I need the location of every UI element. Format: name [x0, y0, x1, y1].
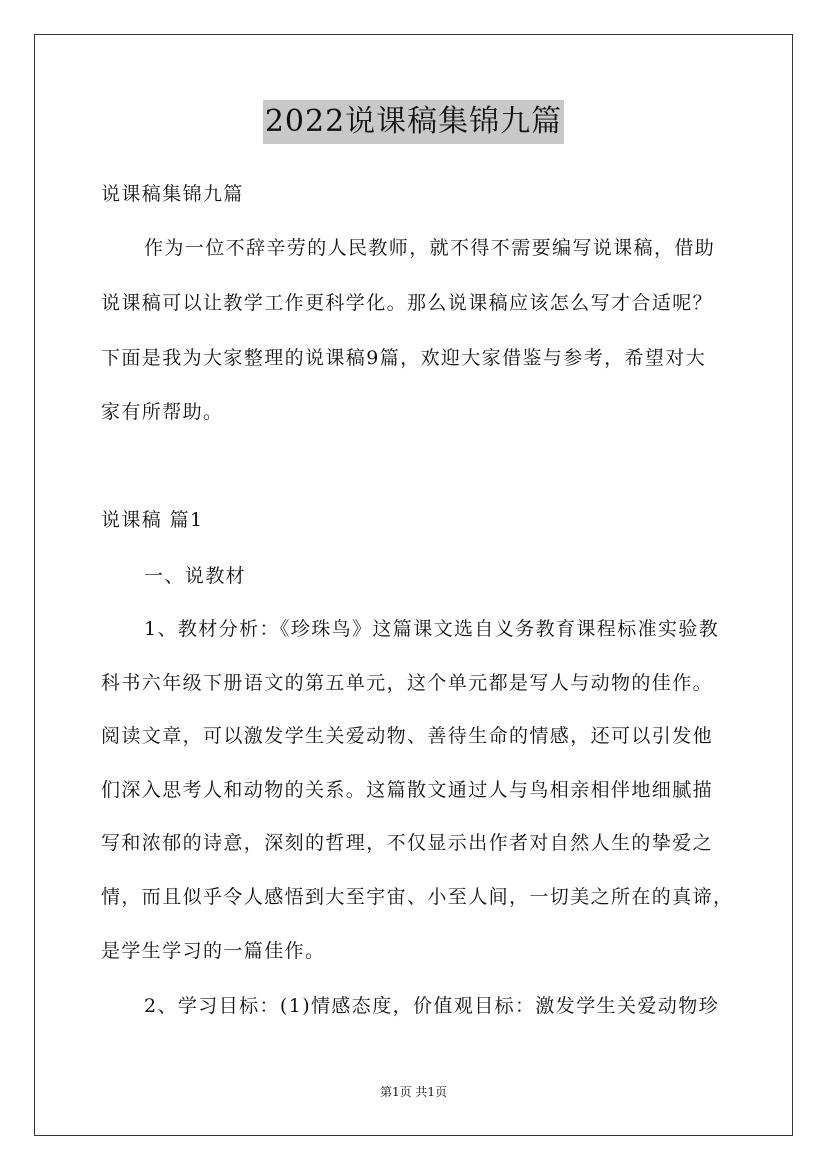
subheading: 一、说教材 [144, 565, 247, 587]
page-footer: 第1页 共1页 [379, 1085, 448, 1099]
body-line: 阅读文章，可以激发学生关爱动物、善待生命的情感，还可以引发他 [101, 725, 714, 747]
body-line: 是学生学习的一篇佳作。 [101, 940, 326, 962]
intro-line: 下面是我为大家整理的说课稿9篇，欢迎大家借鉴与参考，希望对大 [101, 347, 707, 369]
body-line: 们深入思考人和动物的关系。这篇散文通过人与鸟相亲相伴地细腻描 [101, 779, 714, 801]
body-line: 科书六年级下册语文的第五单元，这个单元都是写人与动物的佳作。 [101, 672, 714, 694]
document-title: 2022说课稿集锦九篇 [263, 100, 564, 144]
body-line: 2、学习目标：(1)情感态度，价值观目标：激发学生关爱动物珍 [144, 995, 720, 1017]
intro-line: 作为一位不辞辛劳的人民教师，就不得不需要编写说课稿，借助 [144, 237, 716, 259]
intro-line: 家有所帮助。 [101, 401, 224, 423]
section-heading: 说课稿 篇1 [101, 509, 204, 531]
body-line: 1、教材分析：《珍珠鸟》这篇课文选自义务教育课程标准实验教 [144, 618, 720, 640]
body-line: 写和浓郁的诗意，深刻的哲理，不仅显示出作者对自然人生的挚爱之 [101, 832, 714, 854]
subtitle: 说课稿集锦九篇 [101, 183, 244, 205]
intro-line: 说课稿可以让教学工作更科学化。那么说课稿应该怎么写才合适呢？ [101, 292, 714, 314]
body-line: 情，而且似乎令人感悟到大至宇宙、小至人间，一切美之所在的真谛， [101, 886, 734, 908]
